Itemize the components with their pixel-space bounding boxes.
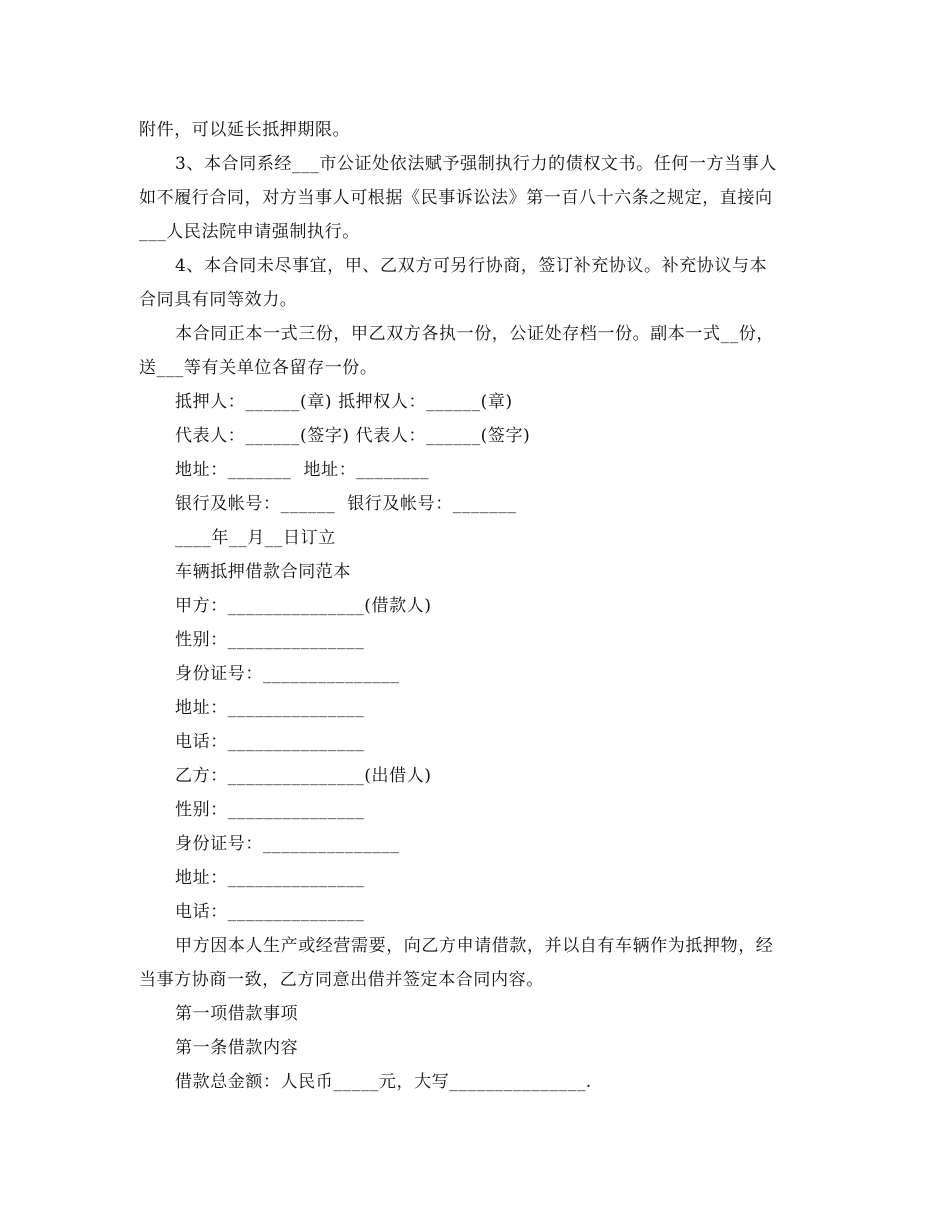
text-line: 本合同正本一式三份，甲乙双方各执一份，公证处存档一份。副本一式__份， xyxy=(175,324,774,344)
bank-account-line: 银行及帐号：______ 银行及帐号：_______ xyxy=(175,494,517,514)
party-a-id: 身份证号：_______________ xyxy=(175,664,400,684)
text-line: 当事方协商一致，乙方同意出借并签定本合同内容。 xyxy=(139,970,544,990)
date-line: ____年__月__日订立 xyxy=(175,528,336,548)
section-heading: 第一项借款事项 xyxy=(175,1004,299,1024)
text-line: 4、本合同未尽事宜，甲、乙双方可另行协商，签订补充协议。补充协议与本 xyxy=(175,256,768,276)
section-title: 车辆抵押借款合同范本 xyxy=(175,562,351,582)
party-b-gender: 性别：_______________ xyxy=(175,800,365,820)
party-a-phone: 电话：_______________ xyxy=(175,732,365,752)
party-a-address: 地址：_______________ xyxy=(175,698,365,718)
text-line: 送___等有关单位各留存一份。 xyxy=(139,358,378,378)
loan-amount-line: 借款总金额：人民币_____元，大写_______________. xyxy=(175,1072,592,1092)
text-line: 3、本合同系经___市公证处依法赋予强制执行力的债权文书。任何一方当事人 xyxy=(175,154,777,174)
text-line: 附件，可以延长抵押期限。 xyxy=(139,120,351,140)
text-line: 合同具有同等效力。 xyxy=(139,290,298,310)
address-line: 地址：_______ 地址：________ xyxy=(175,460,430,480)
text-line: 如不履行合同，对方当事人可根据《民事诉讼法》第一百八十六条之规定，直接向 xyxy=(139,188,773,208)
text-line: 甲方因本人生产或经营需要，向乙方申请借款，并以自有车辆作为抵押物，经 xyxy=(175,936,774,956)
signature-line-representative: 代表人：______(签字) 代表人：______(签字) xyxy=(175,426,531,446)
text-line: ___人民法院申请强制执行。 xyxy=(139,222,360,242)
party-a-line: 甲方：_______________(借款人) xyxy=(175,596,432,616)
party-a-gender: 性别：_______________ xyxy=(175,630,365,650)
party-b-address: 地址：_______________ xyxy=(175,868,365,888)
clause-heading: 第一条借款内容 xyxy=(175,1038,299,1058)
party-b-line: 乙方：_______________(出借人) xyxy=(175,766,432,786)
party-b-phone: 电话：_______________ xyxy=(175,902,365,922)
signature-line-mortgagor: 抵押人：______(章) 抵押权人：______(章) xyxy=(175,392,513,412)
party-b-id: 身份证号：_______________ xyxy=(175,834,400,854)
